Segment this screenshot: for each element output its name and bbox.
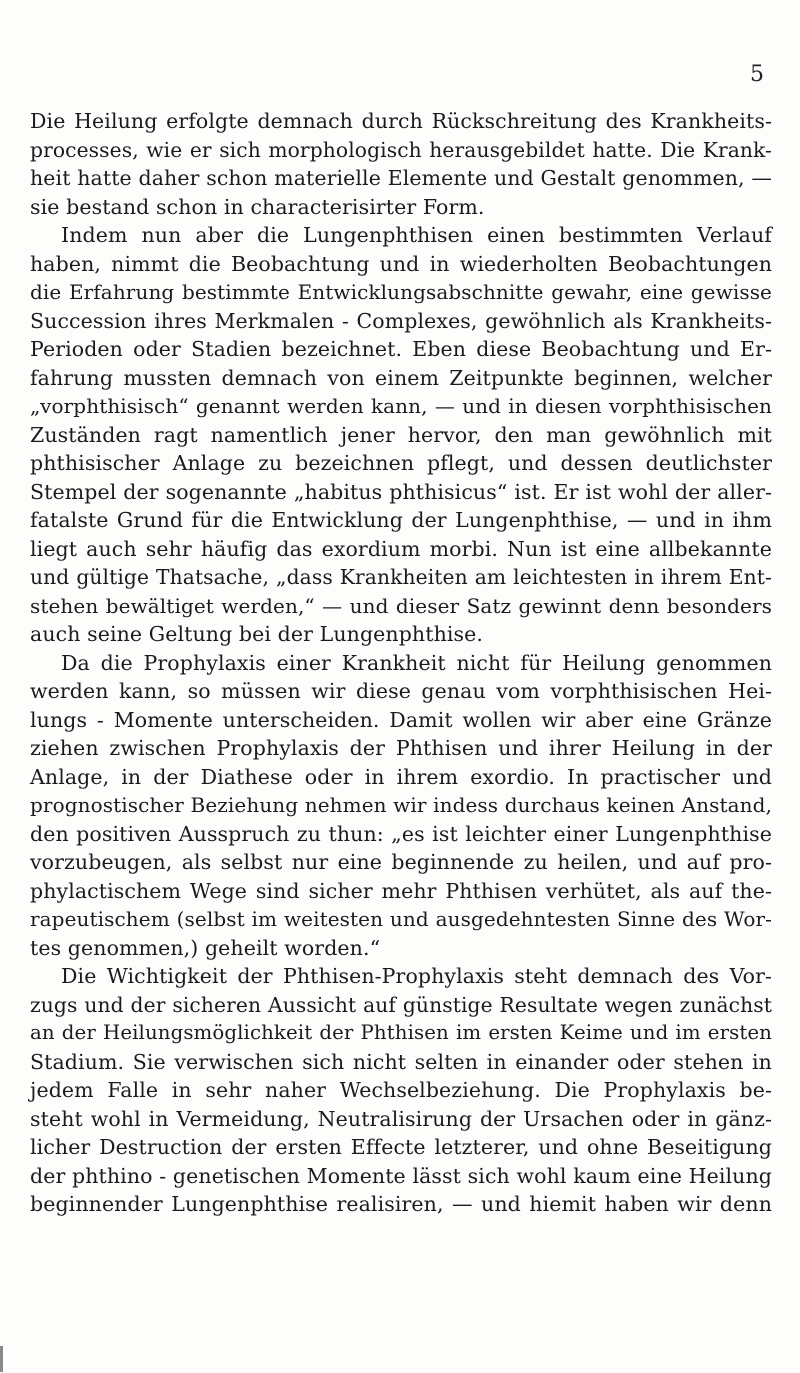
text-line: werden kann, so müssen wir diese genau vom vorphthisischen Hei- bbox=[30, 679, 772, 703]
text-line: prognostischer Beziehung nehmen wir indess durchaus keinen Anstand, bbox=[30, 793, 772, 817]
text-line: Stadium. Sie verwischen sich nicht selten in einander oder stehen in bbox=[30, 1049, 772, 1074]
text-line: fatalste Grund für die Entwicklung der Lungenphthise, — und in ihm bbox=[30, 508, 772, 532]
text-line: Indem nun aber die Lungenphthisen einen bestimmten Verlauf bbox=[61, 223, 772, 247]
text-line: heit hatte daher schon materielle Elemente und Gestalt genommen, — bbox=[30, 166, 772, 190]
text-line: jedem Falle in sehr naher Wechselbeziehung. Die Prophylaxis be- bbox=[30, 1078, 772, 1102]
text-line: „vorphthisisch“ genannt werden kann, — und in diesen vorphthisischen bbox=[30, 394, 772, 418]
text-line: Die Heilung erfolgte demnach durch Rückschreitung des Krankheits- bbox=[30, 109, 772, 133]
page-number: 5 bbox=[750, 62, 764, 87]
text-line: den positiven Ausspruch zu thun: „es ist leichter einer Lungenphthise bbox=[30, 821, 772, 846]
text-line: die Erfahrung bestimmte Entwicklungsabschnitte gewahr, eine gewisse bbox=[30, 280, 772, 304]
text-line: rapeutischem (selbst im weitesten und ausgedehntesten Sinne des Wor- bbox=[30, 907, 772, 931]
text-line: Anlage, in der Diathese oder in ihrem exordio. In practischer und bbox=[30, 764, 772, 789]
text-line: zugs und der sicheren Aussicht auf günstige Resultate wegen zunächst bbox=[30, 992, 772, 1017]
text-line: phylactischem Wege sind sicher mehr Phthisen verhütet, als auf the- bbox=[30, 878, 772, 903]
body-text bbox=[30, 107, 772, 1219]
text-line: fahrung mussten demnach von einem Zeitpunkte beginnen, welcher bbox=[30, 365, 772, 390]
text-line: sie bestand schon in characterisirter Form. bbox=[30, 194, 485, 219]
text-line: stehen bewältiget werden,“ — und dieser Satz gewinnt denn besonders bbox=[30, 593, 772, 618]
text-line: haben, nimmt die Beobachtung und in wiederholten Beobachtungen bbox=[30, 251, 772, 276]
text-line: vorzubeugen, als selbst nur eine beginnende zu heilen, und auf pro- bbox=[30, 850, 772, 874]
text-line: phthisischer Anlage zu bezeichnen pflegt, und dessen deutlichster bbox=[30, 451, 772, 475]
text-line: Da die Prophylaxis einer Krankheit nicht für Heilung genommen bbox=[61, 650, 772, 675]
text-line: Succession ihres Merkmalen - Complexes, gewöhnlich als Krankheits- bbox=[30, 308, 772, 333]
text-line: Die Wichtigkeit der Phthisen-Prophylaxis steht demnach des Vor- bbox=[61, 964, 772, 988]
text-line: der phthino - genetischen Momente lässt sich wohl kaum eine Heilung bbox=[30, 1163, 772, 1188]
text-line: licher Destruction der ersten Effecte letzterer, und ohne Beseitigung bbox=[30, 1135, 772, 1159]
scan-edge-mark bbox=[0, 1346, 3, 1372]
text-line: und gültige Thatsache, „dass Krankheiten am leichtesten in ihrem Ent- bbox=[30, 565, 772, 589]
text-line: Stempel der sogenannte „habitus phthisicus“ ist. Er ist wohl der aller- bbox=[30, 479, 772, 504]
text-line: beginnender Lungenphthise realisiren, — und hiemit haben wir denn bbox=[30, 1192, 772, 1216]
text-line: lungs - Momente unterscheiden. Damit wollen wir aber eine Gränze bbox=[30, 707, 772, 732]
text-line: liegt auch sehr häufig das exordium morbi. Nun ist eine allbekannte bbox=[30, 536, 772, 561]
text-line: ziehen zwischen Prophylaxis der Phthisen und ihrer Heilung in der bbox=[30, 736, 772, 760]
text-line: processes, wie er sich morphologisch herausgebildet hatte. Die Krank- bbox=[30, 137, 772, 162]
text-line: Perioden oder Stadien bezeichnet. Eben diese Beobachtung und Er- bbox=[30, 337, 772, 361]
text-line: Zuständen ragt namentlich jener hervor, den man gewöhnlich mit bbox=[30, 422, 772, 447]
text-line: steht wohl in Vermeidung, Neutralisirung der Ursachen oder in gänz- bbox=[30, 1106, 772, 1131]
text-line: tes genommen,) geheilt worden.“ bbox=[30, 935, 381, 960]
text-line: an der Heilungsmöglichkeit der Phthisen im ersten Keime und im ersten bbox=[30, 1021, 772, 1044]
text-line: auch seine Geltung bei der Lungenphthise. bbox=[30, 622, 483, 646]
